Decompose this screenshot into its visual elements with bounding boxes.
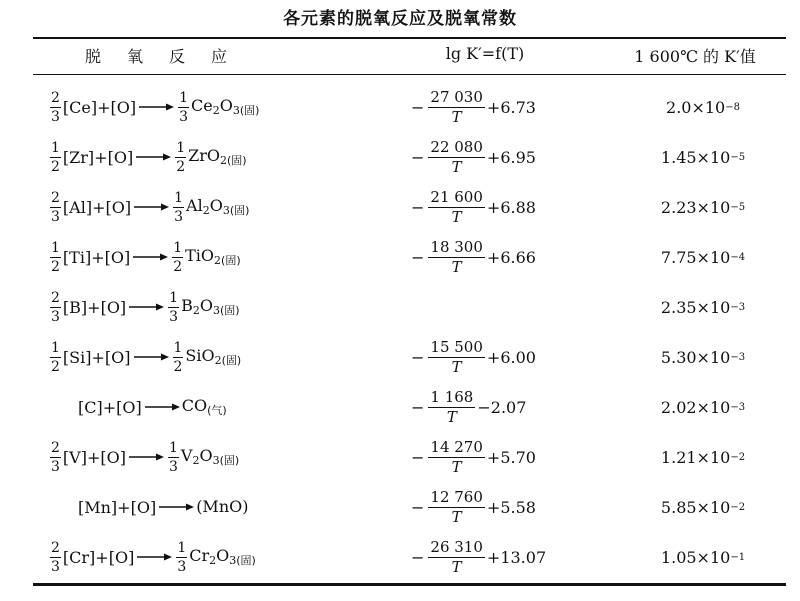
pcoef-denominator: 3 [177,558,187,575]
reaction-cell [48,133,247,181]
k-value-base: 2.35×10 [660,297,731,317]
equation-denominator: T [451,107,462,126]
product-formula: Ce [191,96,213,115]
k-value-exponent: −4 [730,251,746,263]
equation-cell [411,433,536,481]
equation-fraction [428,187,485,226]
k-value-exponent: −5 [730,151,746,163]
coef-numerator: 1 [51,339,60,356]
equation-fraction [428,237,485,276]
reaction-arrow-icon [136,552,172,562]
product-formula: ZrO [188,146,220,165]
equation-cell [411,183,536,231]
phase-label: (气) [207,404,227,417]
equation-numerator: 22 080 [430,137,483,156]
coef-numerator: 1 [51,139,60,156]
product-subscript: 3 [232,104,240,117]
reaction-arrow-icon [133,352,169,362]
k-value-base: 2.02×10 [660,397,731,417]
k-value-base: 1.05×10 [660,547,731,567]
k-value-cell [623,383,783,431]
pcoef-numerator: 1 [176,139,186,156]
reaction-arrow-icon [132,252,168,262]
table-row [33,83,786,131]
reaction-arrow-icon [135,152,171,162]
k-value-cell [623,433,783,481]
k-value-cell [623,483,783,531]
phase-label: (固) [236,554,256,567]
equation-cell [411,483,536,531]
coef-numerator: 2 [51,539,60,556]
reaction-arrow-icon [138,102,174,112]
reactants: [Si]+[O] [62,347,131,367]
equation-fraction [428,537,485,576]
reaction-cell [48,533,256,581]
product-subscript: 3 [229,554,237,567]
reactant-coefficient [50,91,61,124]
coef-numerator: 1 [51,239,60,256]
coef-denominator: 3 [51,108,60,125]
coef-numerator: 2 [51,439,60,456]
product-formula-rest: O [199,446,213,465]
pcoef-denominator: 3 [168,458,178,475]
k-value-cell [623,183,783,231]
product-coefficient [178,91,189,124]
equation-fraction [428,437,485,476]
product-formula: TiO [185,246,215,265]
reaction-cell [48,283,240,331]
product-formula: Al [186,196,203,215]
reactants: [Mn]+[O] [78,497,157,517]
equation-denominator: T [446,407,457,426]
k-value-base: 2.23×10 [660,197,731,217]
reaction-cell [48,183,249,231]
equation-constant: +5.58 [486,497,536,517]
table-row [33,433,786,481]
k-value-base: 7.75×10 [660,247,731,267]
product-subscript: 3 [212,454,220,467]
product-formula-rest: O [216,546,230,565]
equation-fraction [428,487,485,526]
bottom-rule [33,583,786,586]
k-value-cell [623,333,783,381]
table-row [33,283,786,331]
pcoef-denominator: 2 [173,258,183,275]
product-coefficient [176,541,187,574]
header-k-value: 1 600℃ 的 K′值 [634,47,756,66]
product-formula-rest: O [199,296,213,315]
reactants: [C]+[O] [78,397,142,417]
k-value-cell [623,533,783,581]
coef-denominator: 2 [51,258,60,275]
reactants: [Al]+[O] [62,197,132,217]
product [188,146,246,168]
product [182,396,227,418]
product-formula: Cr [189,546,210,565]
product-formula: V [180,446,193,465]
top-rule [33,37,786,39]
equation-denominator: T [451,507,462,526]
pcoef-numerator: 1 [168,439,178,456]
k-value-exponent: −1 [730,551,746,563]
reactant-coefficient [50,541,61,574]
equation-cell [411,233,536,281]
coef-denominator: 3 [51,208,60,225]
equation-cell [411,533,546,581]
equation-denominator: T [451,357,462,376]
reactant-coefficient [50,291,61,324]
reactant-coefficient [50,191,61,224]
header-equation: lg K′=f(T) [445,44,525,63]
reaction-cell [48,433,239,481]
product [181,296,239,318]
pcoef-denominator: 3 [169,308,179,325]
table-row [33,183,786,231]
reactant-coefficient [50,441,61,474]
equation-denominator: T [451,207,462,226]
product [191,96,259,118]
product-subscript: 2 [214,254,222,267]
equation-denominator: T [451,257,462,276]
k-value-cell [623,133,783,181]
reaction-arrow-icon [133,202,169,212]
k-value-exponent: −8 [725,101,740,113]
reaction-arrow-icon [158,502,194,512]
minus-sign: − [411,497,425,517]
k-value-cell [623,233,783,281]
equation-cell [411,383,526,431]
equation-constant: +6.95 [486,147,536,167]
phase-label: (固) [227,154,247,167]
minus-sign: − [411,397,425,417]
pcoef-numerator: 1 [173,239,183,256]
product-coefficient [173,341,184,374]
equation-numerator: 15 500 [430,337,483,356]
minus-sign: − [411,447,425,467]
coef-denominator: 2 [51,358,60,375]
reaction-cell [78,483,248,531]
product [189,546,256,568]
equation-numerator: 27 030 [430,87,483,106]
product-subscript: 3 [222,204,230,217]
phase-label: (固) [229,204,250,217]
product-subscript: 2 [209,554,217,567]
equation-constant: −2.07 [477,397,527,417]
pcoef-denominator: 3 [179,108,189,125]
product-coefficient [168,441,179,474]
header-reaction: 脱氧反应 [85,47,254,66]
k-value-exponent: −5 [730,201,746,213]
coef-numerator: 2 [51,189,60,206]
equation-numerator: 14 270 [430,437,483,456]
product [181,446,239,468]
product-subscript: 3 [212,304,220,317]
product-formula: B [181,296,193,315]
table-row [33,133,786,181]
reaction-arrow-icon [144,402,180,412]
minus-sign: − [411,347,425,367]
coef-denominator: 3 [51,458,60,475]
reactants: [Cr]+[O] [62,547,135,567]
equation-fraction [428,337,485,376]
k-value-base: 1.45×10 [660,147,731,167]
equation-constant: +6.73 [486,97,536,117]
coef-denominator: 2 [51,158,60,175]
k-value-base: 5.85×10 [660,497,731,517]
phase-label: (固) [239,104,260,117]
table-row [33,483,786,531]
reaction-cell [48,233,241,281]
equation-constant: +6.66 [486,247,536,267]
pcoef-denominator: 2 [176,158,186,175]
product-subscript: 2 [192,304,200,317]
reactants: [V]+[O] [62,447,126,467]
pcoef-numerator: 1 [174,189,184,206]
product [185,246,241,268]
equation-cell [411,333,536,381]
equation-numerator: 18 300 [430,237,483,256]
pcoef-numerator: 1 [169,289,179,306]
equation-cell [411,83,536,131]
reactants: [Ti]+[O] [62,247,131,267]
pcoef-denominator: 2 [173,358,183,375]
reaction-cell [78,383,227,431]
product-coefficient [168,291,179,324]
reaction-arrow-icon [128,452,164,462]
minus-sign: − [411,197,425,217]
k-value-cell [623,83,783,131]
product [196,497,248,518]
equation-numerator: 12 760 [430,487,483,506]
table-row [33,533,786,581]
product-coefficient [173,191,184,224]
product-subscript: 2 [214,354,222,367]
k-value-base: 2.0×10 [666,97,726,117]
table-row [33,333,786,381]
reactants: [B]+[O] [62,297,127,317]
reactant-coefficient [50,341,61,374]
reactant-coefficient [50,241,61,274]
product-formula: (MnO) [196,496,249,516]
product-subscript: 2 [192,454,200,467]
product-subscript: 2 [212,104,220,117]
header-rule [33,74,786,75]
product [185,346,241,368]
k-value-exponent: −2 [730,451,746,463]
reactants: [Ce]+[O] [62,97,137,117]
coef-denominator: 3 [51,558,60,575]
equation-denominator: T [451,457,462,476]
k-value-base: 5.30×10 [660,347,731,367]
product-formula-rest: O [219,96,233,115]
product-coefficient [175,141,186,174]
phase-label: (固) [219,304,240,317]
equation-fraction [428,87,485,126]
product-subscript: 2 [220,154,227,167]
pcoef-numerator: 1 [173,339,183,356]
equation-constant: +6.88 [486,197,536,217]
equation-constant: +6.00 [486,347,536,367]
equation-constant: +5.70 [486,447,536,467]
equation-denominator: T [451,557,462,576]
equation-cell [411,133,536,181]
equation-numerator: 1 168 [430,387,474,406]
k-value-exponent: −3 [730,351,746,363]
minus-sign: − [411,97,425,117]
reaction-cell [48,83,259,131]
product-coefficient [172,241,183,274]
table-title: 各元素的脱氧反应及脱氧常数 [283,9,517,29]
phase-label: (固) [221,354,242,367]
equation-constant: +13.07 [486,547,547,567]
k-value-exponent: −2 [730,501,746,513]
phase-label: (固) [219,454,240,467]
product-formula-rest: O [209,196,223,215]
product [186,196,249,218]
coef-denominator: 3 [51,308,60,325]
coef-numerator: 2 [51,89,60,106]
equation-denominator: T [451,157,462,176]
pcoef-denominator: 3 [174,208,184,225]
phase-label: (固) [221,254,241,267]
reactant-coefficient [50,141,61,174]
coef-numerator: 2 [51,289,60,306]
pcoef-numerator: 1 [179,89,189,106]
equation-fraction [428,387,475,426]
table-row [33,233,786,281]
equation-numerator: 26 310 [430,537,483,556]
minus-sign: − [411,247,425,267]
product-subscript: 2 [202,204,210,217]
k-value-exponent: −3 [730,301,746,313]
minus-sign: − [411,547,425,567]
product-formula: SiO [185,346,215,365]
equation-numerator: 21 600 [430,187,483,206]
reaction-cell [48,333,241,381]
product-formula: CO [181,396,208,415]
pcoef-numerator: 1 [177,539,187,556]
k-value-exponent: −3 [730,401,746,413]
k-value-base: 1.21×10 [660,447,731,467]
k-value-cell [623,283,783,331]
minus-sign: − [411,147,425,167]
reactants: [Zr]+[O] [62,147,134,167]
table-row [33,383,786,431]
reaction-arrow-icon [128,302,164,312]
equation-fraction [428,137,485,176]
